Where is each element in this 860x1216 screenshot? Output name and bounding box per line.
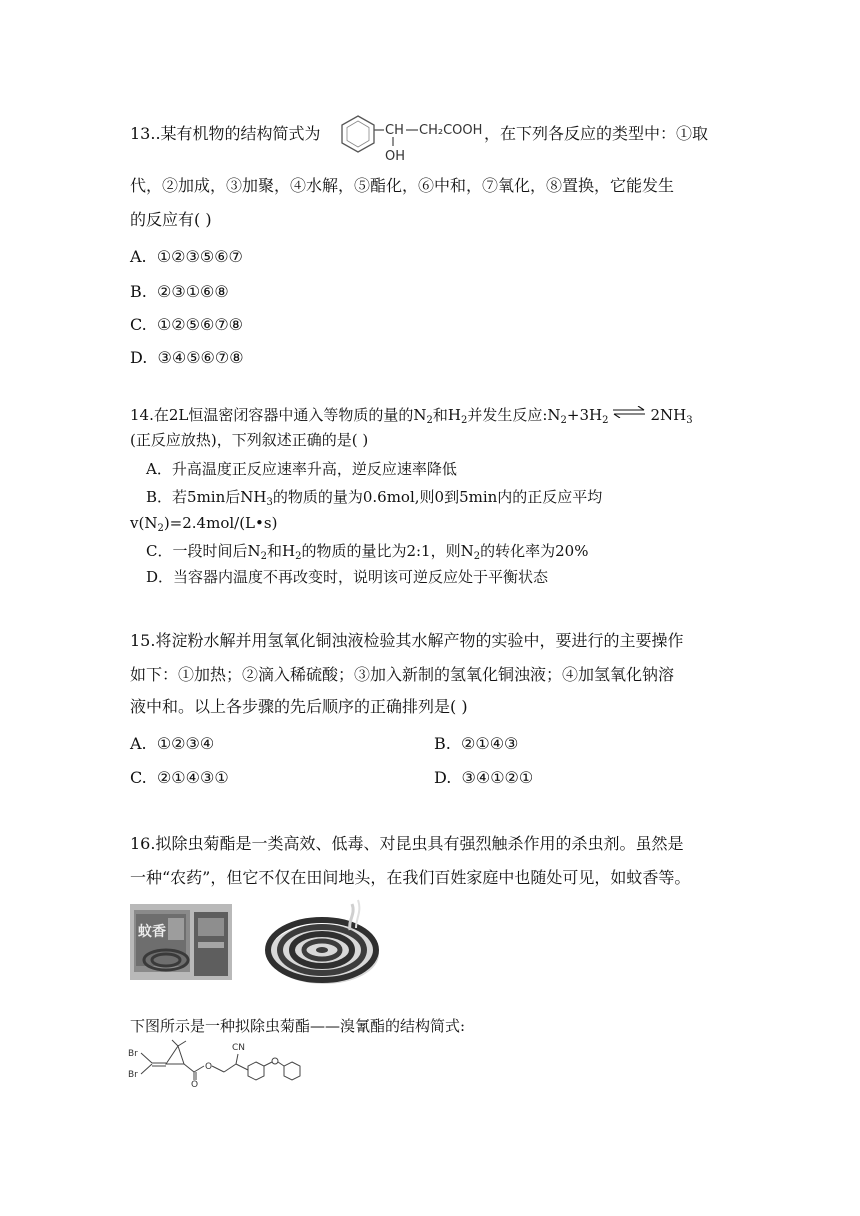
q13-line3: 的反应有( ) <box>130 210 212 229</box>
q14-option-b: B．若5min后$NH_3$的物质的量为0.6mol,则0到5min内的正反应平均 <box>146 488 603 508</box>
q13-oh: OH <box>385 149 406 164</box>
q13-ch: CH <box>385 123 404 138</box>
q14-option-d: D．当容器内温度不再改变时，说明该可逆反应处于平衡状态 <box>146 568 549 586</box>
q13-line1 <box>130 124 321 144</box>
deltamethrin-structure <box>128 1038 318 1088</box>
q15-line3: 液中和。以上各步骤的先后顺序的正确排列是( ) <box>130 697 468 716</box>
q15-option-d: D. ③④①②① <box>434 768 534 787</box>
q15-option-a: A. ①②③④ <box>130 734 215 753</box>
q15-line2: 如下：①加热；②滴入稀硫酸；③加入新制的氢氧化铜浊液；④加氢氧化钠溶 <box>130 665 675 684</box>
q13-option-b: B. ②③①⑥⑧ <box>130 282 229 301</box>
q14-line1: 14.在2L恒温密闭容器中通入等物质的量的$N_2$和$H_2$并发生反应$:N_2+3H_2$ $2NH_3$ <box>130 406 693 426</box>
q13-option-a: A. ①②③⑤⑥⑦ <box>130 247 243 266</box>
bromine-label-1: Br <box>128 1049 138 1059</box>
cyano-label: CN <box>232 1043 246 1053</box>
q13-suffix: ，在下列各反应的类型中：①取 <box>484 124 709 143</box>
q14-line2: (正反应放热)，下列叙述正确的是( ) <box>130 431 369 449</box>
q15-option-b: B. ②①④③ <box>434 734 519 753</box>
mosquito-coil-package-photo <box>130 904 232 980</box>
q14-option-b-rate: $v(N_2)=2.4mol/(L•s)$ <box>130 514 278 534</box>
q14-option-c: C．一段时间后$N_2$和$H_2$的物质的量比为2:1，则$N_2$的转化率为20% <box>146 542 589 562</box>
q13-structure <box>338 108 498 164</box>
q13-option-d: D. ③④⑤⑥⑦⑧ <box>130 348 244 367</box>
q15-line1: 15.将淀粉水解并用氢氧化铜浊液检验其水解产物的实验中，要进行的主要操作 <box>130 631 684 650</box>
q13-prefix: 13..某有机物的结构简式为 <box>130 124 321 143</box>
q16-line3: 下图所示是一种拟除虫菊酯——溴氰酯的结构简式: <box>130 1017 466 1035</box>
carbonyl-oxygen-label: O <box>191 1080 199 1088</box>
q16-line2: 一种“农药”，但它不仅在田间地头，在我们百姓家庭中也随处可见，如蚊香等。 <box>130 868 691 887</box>
ester-oxygen-label: O <box>205 1062 213 1072</box>
q13-option-c: C. ①②⑤⑥⑦⑧ <box>130 315 243 334</box>
package-brand-text: 蚊香 <box>138 924 166 940</box>
q13-chain: CH₂COOH <box>419 123 483 138</box>
bromine-label-2: Br <box>128 1070 138 1080</box>
q14-option-a: A．升高温度正反应速率升高，逆反应速率降低 <box>146 460 457 478</box>
equilibrium-arrow-icon <box>612 406 646 418</box>
q13-line2: 代，②加成，③加聚，④水解，⑤酯化，⑥中和，⑦氧化，⑧置换，它能发生 <box>130 176 675 195</box>
q16-line1: 16.拟除虫菊酯是一类高效、低毒、对昆虫具有强烈触杀作用的杀虫剂。虽然是 <box>130 834 684 853</box>
mosquito-coil-photo <box>264 896 384 996</box>
q15-option-c: C. ②①④③① <box>130 768 229 787</box>
